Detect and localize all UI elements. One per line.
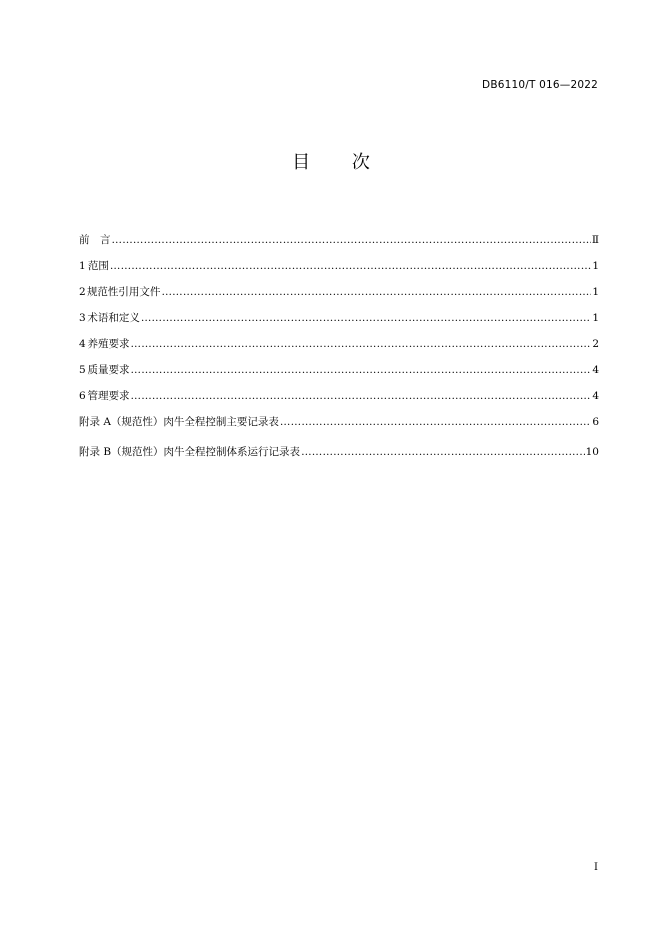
document-code: DB6110/T 016—2022 xyxy=(482,79,598,91)
toc-entry-number: 5 xyxy=(79,364,86,376)
toc-entry-page: 6 xyxy=(592,416,599,428)
toc-leader-dots xyxy=(131,364,592,376)
toc-entry-quality-requirements[interactable] xyxy=(79,362,599,388)
toc-entry-label: 附录 A（规范性）肉牛全程控制主要记录表 xyxy=(79,416,279,428)
toc-entry-terms-definitions[interactable] xyxy=(79,310,599,336)
toc-entry-label: 附录 B（规范性）肉牛全程控制体系运行记录表 xyxy=(79,446,301,458)
toc-leader-dots xyxy=(161,286,591,298)
toc-leader-dots xyxy=(131,390,592,402)
toc-entry-breeding-requirements[interactable] xyxy=(79,336,599,362)
toc-leader-dots xyxy=(301,446,585,458)
toc-leader-dots xyxy=(131,338,592,350)
toc-entry-scope[interactable] xyxy=(79,258,599,284)
toc-entry-number: 6 xyxy=(79,390,86,402)
toc-entry-label: 前 言 xyxy=(79,234,111,246)
toc-entry-page: 1 xyxy=(592,312,599,324)
toc-entry-label: 管理要求 xyxy=(87,390,130,402)
toc-entry-page: 2 xyxy=(592,338,599,350)
toc-entry-page: 10 xyxy=(585,446,599,458)
toc-entry-page: 4 xyxy=(592,364,599,376)
toc-entry-number: 3 xyxy=(79,312,86,324)
toc-leader-dots xyxy=(112,234,591,246)
toc-entry-number: 1 xyxy=(79,260,86,272)
toc-entry-page: 1 xyxy=(592,260,599,272)
toc-entry-number: 4 xyxy=(79,338,86,350)
toc-entry-normative-references[interactable] xyxy=(79,284,599,310)
toc-entry-label: 规范性引用文件 xyxy=(86,286,161,298)
toc-entry-page: Ⅱ xyxy=(591,234,599,246)
toc-entry-page: 4 xyxy=(592,390,599,402)
toc-entry-label: 范围 xyxy=(87,260,109,272)
toc-leader-dots xyxy=(110,260,591,272)
toc-leader-dots xyxy=(280,416,591,428)
page-title: 目 次 xyxy=(292,152,388,173)
toc-entry-number: 2 xyxy=(79,286,86,298)
table-of-contents xyxy=(79,232,599,470)
toc-leader-dots xyxy=(141,312,591,324)
toc-entry-label: 质量要求 xyxy=(87,364,130,376)
toc-entry-appendix-b[interactable] xyxy=(79,444,599,470)
toc-entry-page: 1 xyxy=(592,286,599,298)
toc-entry-label: 养殖要求 xyxy=(87,338,130,350)
toc-entry-foreword[interactable] xyxy=(79,232,599,258)
toc-entry-label: 术语和定义 xyxy=(87,312,140,324)
toc-entry-appendix-a[interactable] xyxy=(79,414,599,440)
toc-entry-management-requirements[interactable] xyxy=(79,388,599,414)
page-number: I xyxy=(594,862,598,873)
